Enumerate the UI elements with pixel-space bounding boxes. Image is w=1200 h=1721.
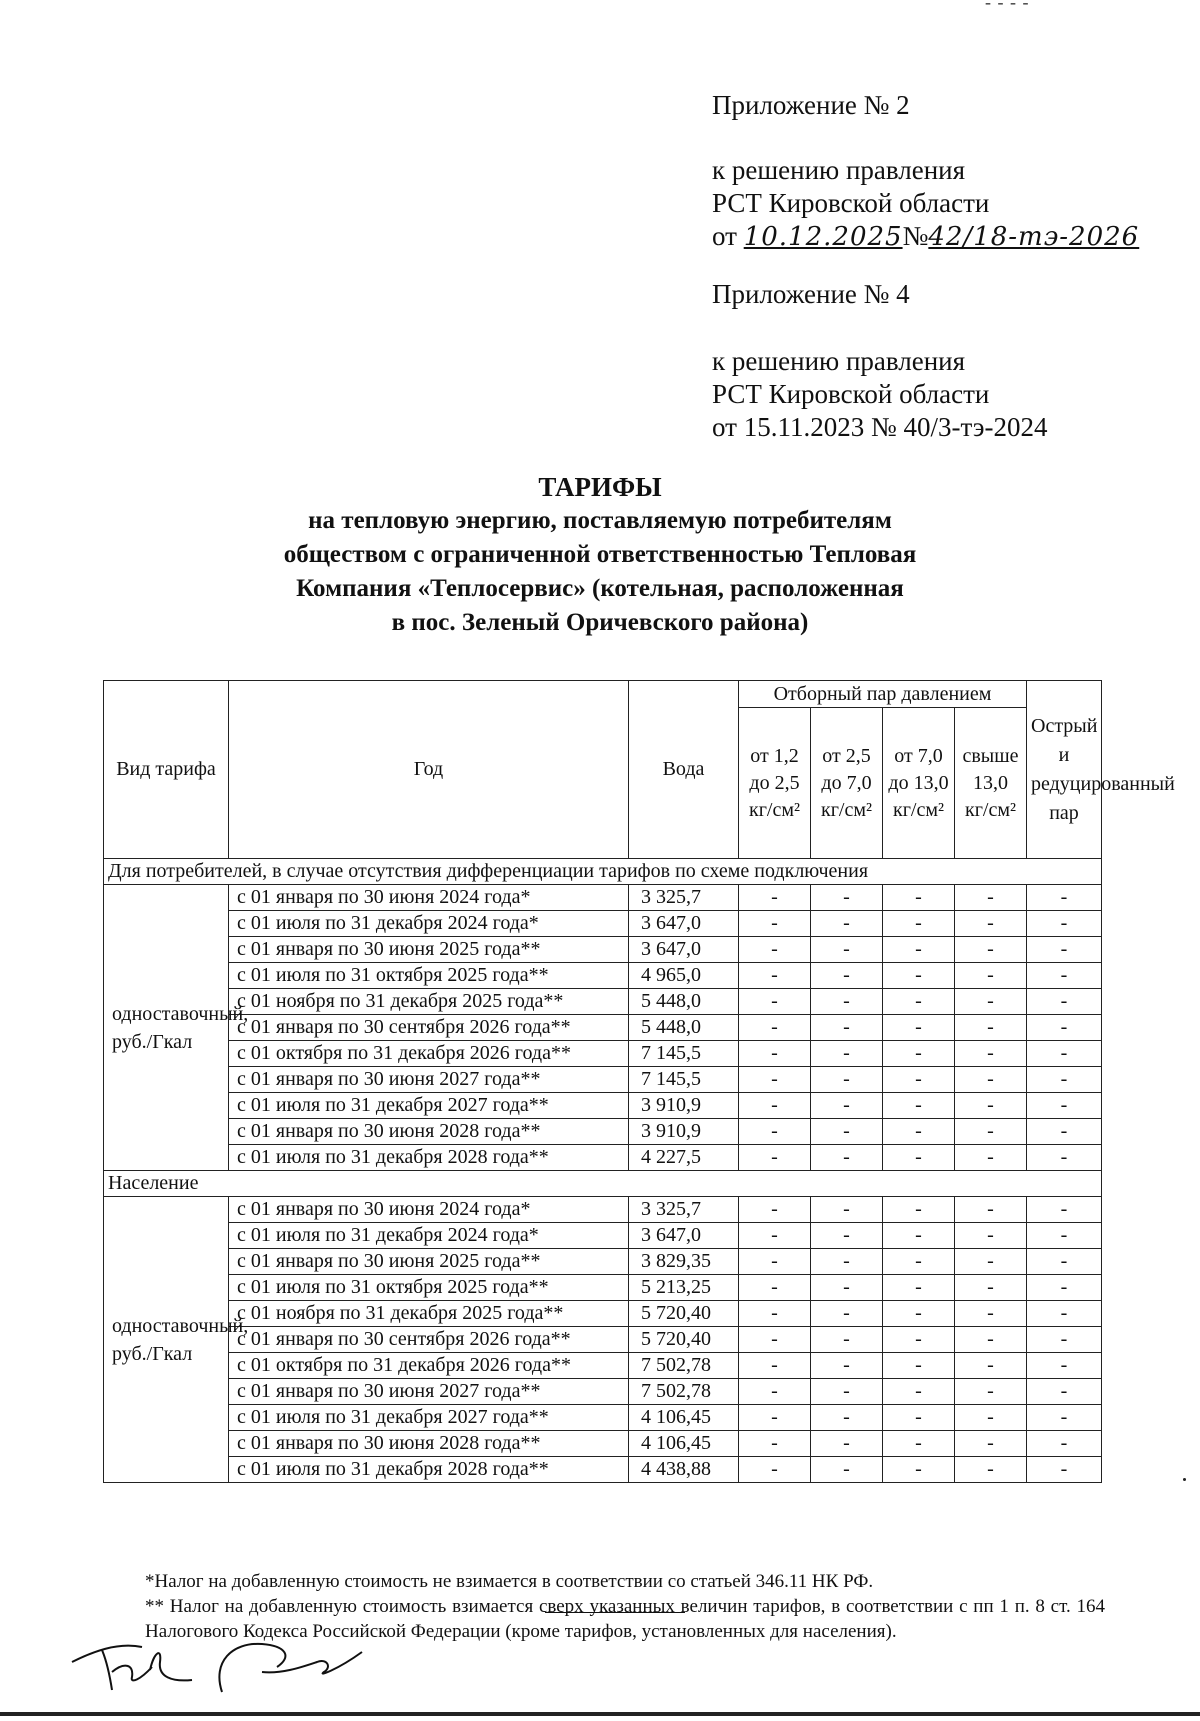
period-cell: с 01 января по 30 июня 2024 года*	[229, 885, 629, 911]
empty-value-dash: -	[1027, 937, 1102, 963]
empty-value-dash: -	[739, 1197, 811, 1223]
empty-value-dash: -	[739, 963, 811, 989]
table-row	[104, 1301, 1102, 1327]
empty-value-dash: -	[883, 1327, 955, 1353]
empty-value-dash: -	[811, 885, 883, 911]
empty-value-dash: -	[883, 1457, 955, 1483]
table-row	[104, 1353, 1102, 1379]
period-cell: с 01 января по 30 июня 2028 года**	[229, 1431, 629, 1457]
empty-value-dash: -	[739, 1379, 811, 1405]
empty-value-dash: -	[1027, 1249, 1102, 1275]
empty-value-dash: -	[955, 1327, 1027, 1353]
empty-value-dash: -	[955, 1431, 1027, 1457]
appendix-4-line-1: к решению правления	[712, 346, 966, 376]
empty-value-dash: -	[811, 1015, 883, 1041]
empty-value-dash: -	[811, 1093, 883, 1119]
empty-value-dash: -	[1027, 1301, 1102, 1327]
empty-value-dash: -	[883, 1145, 955, 1171]
water-value-cell: 3 910,9	[629, 1093, 739, 1119]
group-label: Для потребителей, в случае отсутствия дифференциации тарифов по схеме подключения	[104, 859, 1102, 885]
empty-value-dash: -	[955, 1119, 1027, 1145]
empty-value-dash: -	[883, 937, 955, 963]
footnote-1: *Налог на добавленную стоимость не взимается в соответствии со статьей 346.11 НК РФ.	[145, 1571, 874, 1592]
empty-value-dash: -	[1027, 1119, 1102, 1145]
signature-line	[545, 1612, 685, 1613]
empty-value-dash: -	[739, 1249, 811, 1275]
period-cell: с 01 июля по 31 октября 2025 года**	[229, 963, 629, 989]
header-kind: Вид тарифа	[104, 681, 229, 859]
empty-value-dash: -	[739, 1301, 811, 1327]
appendix-4-line-3: от 15.11.2023 № 40/3-тэ-2024	[712, 412, 1048, 442]
empty-value-dash: -	[955, 911, 1027, 937]
empty-value-dash: -	[1027, 1405, 1102, 1431]
handwritten-date: 10.12.2025	[743, 222, 903, 252]
water-value-cell: 7 502,78	[629, 1353, 739, 1379]
water-value-cell: 5 720,40	[629, 1301, 739, 1327]
empty-value-dash: -	[811, 963, 883, 989]
title-line-3: Компания «Теплосервис» (котельная, расположенная	[296, 575, 904, 602]
empty-value-dash: -	[811, 1353, 883, 1379]
water-value-cell: 4 227,5	[629, 1145, 739, 1171]
empty-value-dash: -	[955, 1145, 1027, 1171]
empty-value-dash: -	[1027, 1197, 1102, 1223]
appendix-2-line-1: к решению правления	[712, 155, 966, 185]
period-cell: с 01 ноября по 31 декабря 2025 года**	[229, 1301, 629, 1327]
empty-value-dash: -	[955, 937, 1027, 963]
period-cell: с 01 июля по 31 декабря 2027 года**	[229, 1405, 629, 1431]
water-value-cell: 7 145,5	[629, 1067, 739, 1093]
tariff-table-body	[104, 859, 1102, 1483]
empty-value-dash: -	[739, 911, 811, 937]
empty-value-dash: -	[739, 1275, 811, 1301]
empty-value-dash: -	[811, 1197, 883, 1223]
period-cell: с 01 января по 30 июня 2027 года**	[229, 1067, 629, 1093]
table-row	[104, 1327, 1102, 1353]
empty-value-dash: -	[1027, 1223, 1102, 1249]
empty-value-dash: -	[955, 885, 1027, 911]
empty-value-dash: -	[1027, 1041, 1102, 1067]
empty-value-dash: -	[739, 989, 811, 1015]
empty-value-dash: -	[883, 1197, 955, 1223]
empty-value-dash: -	[883, 1041, 955, 1067]
header-steam-group: Отборный пар давлением	[739, 681, 1027, 708]
empty-value-dash: -	[811, 911, 883, 937]
table-row	[104, 1197, 1102, 1223]
empty-value-dash: -	[955, 1457, 1027, 1483]
empty-value-dash: -	[883, 1067, 955, 1093]
appendix-4-title: Приложение № 4	[712, 279, 910, 309]
water-value-cell: 4 965,0	[629, 963, 739, 989]
empty-value-dash: -	[1027, 963, 1102, 989]
table-row	[104, 1431, 1102, 1457]
period-cell: с 01 октября по 31 декабря 2026 года**	[229, 1041, 629, 1067]
water-value-cell: 7 502,78	[629, 1379, 739, 1405]
empty-value-dash: -	[739, 1119, 811, 1145]
empty-value-dash: -	[955, 1275, 1027, 1301]
empty-value-dash: -	[739, 1431, 811, 1457]
water-value-cell: 7 145,5	[629, 1041, 739, 1067]
empty-value-dash: -	[883, 1353, 955, 1379]
table-row	[104, 963, 1102, 989]
empty-value-dash: -	[811, 1301, 883, 1327]
table-row	[104, 989, 1102, 1015]
empty-value-dash: -	[1027, 1275, 1102, 1301]
empty-value-dash: -	[811, 1431, 883, 1457]
empty-value-dash: -	[955, 1405, 1027, 1431]
title-main: ТАРИФЫ	[538, 472, 662, 502]
empty-value-dash: -	[883, 1119, 955, 1145]
table-row	[104, 885, 1102, 911]
empty-value-dash: -	[1027, 1145, 1102, 1171]
period-cell: с 01 января по 30 июня 2025 года**	[229, 937, 629, 963]
empty-value-dash: -	[811, 1457, 883, 1483]
empty-value-dash: -	[955, 1223, 1027, 1249]
bottom-scan-edge	[0, 1712, 1200, 1716]
period-cell: с 01 января по 30 сентября 2026 года**	[229, 1327, 629, 1353]
empty-value-dash: -	[739, 1353, 811, 1379]
top-corner-mark: - - - -	[985, 0, 1030, 12]
header-steam-3: от 7,0 до 13,0 кг/см²	[883, 708, 955, 859]
empty-value-dash: -	[955, 1067, 1027, 1093]
period-cell: с 01 июля по 31 декабря 2028 года**	[229, 1145, 629, 1171]
table-row	[104, 1093, 1102, 1119]
period-cell: с 01 января по 30 июня 2024 года*	[229, 1197, 629, 1223]
empty-value-dash: -	[739, 937, 811, 963]
water-value-cell: 5 448,0	[629, 1015, 739, 1041]
table-row	[104, 1379, 1102, 1405]
empty-value-dash: -	[883, 911, 955, 937]
water-value-cell: 3 647,0	[629, 1223, 739, 1249]
empty-value-dash: -	[811, 1041, 883, 1067]
empty-value-dash: -	[883, 1301, 955, 1327]
water-value-cell: 5 213,25	[629, 1275, 739, 1301]
empty-value-dash: -	[955, 1093, 1027, 1119]
water-value-cell: 3 910,9	[629, 1119, 739, 1145]
empty-value-dash: -	[1027, 989, 1102, 1015]
empty-value-dash: -	[739, 1015, 811, 1041]
table-row	[104, 1041, 1102, 1067]
header-sharp-steam: Острый и редуцированный пар	[1027, 681, 1102, 859]
empty-value-dash: -	[739, 1405, 811, 1431]
period-cell: с 01 июля по 31 декабря 2028 года**	[229, 1457, 629, 1483]
scan-speck	[1183, 1478, 1186, 1481]
empty-value-dash: -	[883, 1379, 955, 1405]
water-value-cell: 3 829,35	[629, 1249, 739, 1275]
document-title	[100, 470, 1100, 640]
empty-value-dash: -	[1027, 911, 1102, 937]
empty-value-dash: -	[883, 1223, 955, 1249]
empty-value-dash: -	[955, 963, 1027, 989]
group-header-row	[104, 859, 1102, 885]
empty-value-dash: -	[811, 1327, 883, 1353]
empty-value-dash: -	[1027, 1431, 1102, 1457]
empty-value-dash: -	[1027, 1353, 1102, 1379]
empty-value-dash: -	[955, 1249, 1027, 1275]
empty-value-dash: -	[955, 1197, 1027, 1223]
appendix-2-line-3: от 10.12.2025№42/18-тэ-2026	[712, 221, 1140, 252]
water-value-cell: 3 325,7	[629, 885, 739, 911]
empty-value-dash: -	[811, 1405, 883, 1431]
empty-value-dash: -	[739, 1223, 811, 1249]
handwritten-signature	[62, 1622, 392, 1702]
empty-value-dash: -	[739, 1145, 811, 1171]
water-value-cell: 4 106,45	[629, 1405, 739, 1431]
period-cell: с 01 июля по 31 октября 2025 года**	[229, 1275, 629, 1301]
title-line-1: на тепловую энергию, поставляемую потребителям	[308, 507, 892, 534]
empty-value-dash: -	[883, 963, 955, 989]
water-value-cell: 4 106,45	[629, 1431, 739, 1457]
empty-value-dash: -	[955, 1301, 1027, 1327]
tariff-table	[103, 680, 1175, 1483]
footnote-2: ** Налог на добавленную стоимость взимается сверх указанных величин тарифов, в соответствии с пп 1 п. 8 ст. 164 Налогового Кодекса Российской Федерации (кроме тарифов, установленных для населения).	[145, 1596, 1105, 1642]
group-header-row	[104, 1171, 1102, 1197]
water-value-cell: 5 720,40	[629, 1327, 739, 1353]
tariff-kind: одноставочный, руб./Гкал	[104, 1197, 229, 1483]
header-steam-4: свыше 13,0 кг/см²	[955, 708, 1027, 859]
appendix-2-line-2: РСТ Кировской области	[712, 188, 990, 218]
empty-value-dash: -	[883, 1275, 955, 1301]
period-cell: с 01 января по 30 июня 2025 года**	[229, 1249, 629, 1275]
empty-value-dash: -	[883, 1405, 955, 1431]
empty-value-dash: -	[1027, 1379, 1102, 1405]
water-value-cell: 4 438,88	[629, 1457, 739, 1483]
appendix-2-title: Приложение № 2	[712, 90, 910, 120]
empty-value-dash: -	[1027, 1457, 1102, 1483]
empty-value-dash: -	[1027, 1067, 1102, 1093]
empty-value-dash: -	[811, 1223, 883, 1249]
empty-value-dash: -	[1027, 1015, 1102, 1041]
empty-value-dash: -	[811, 1145, 883, 1171]
water-value-cell: 3 647,0	[629, 937, 739, 963]
header-year: Год	[229, 681, 629, 859]
table-row	[104, 1015, 1102, 1041]
empty-value-dash: -	[811, 989, 883, 1015]
period-cell: с 01 июля по 31 декабря 2024 года*	[229, 911, 629, 937]
table-row	[104, 1119, 1102, 1145]
table-row	[104, 911, 1102, 937]
period-cell: с 01 июля по 31 декабря 2024 года*	[229, 1223, 629, 1249]
handwritten-number: 42/18-тэ-2026	[928, 222, 1140, 252]
empty-value-dash: -	[739, 1041, 811, 1067]
empty-value-dash: -	[811, 1249, 883, 1275]
appendix-4-line-2: РСТ Кировской области	[712, 379, 990, 409]
period-cell: с 01 января по 30 июня 2027 года**	[229, 1379, 629, 1405]
empty-value-dash: -	[955, 1015, 1027, 1041]
table-row	[104, 1457, 1102, 1483]
title-line-4: в пос. Зеленый Оричевского района)	[391, 609, 809, 636]
period-cell: с 01 января по 30 июня 2028 года**	[229, 1119, 629, 1145]
table-row	[104, 1067, 1102, 1093]
table-row	[104, 1275, 1102, 1301]
empty-value-dash: -	[739, 1327, 811, 1353]
appendix-4-reference	[712, 345, 1048, 444]
empty-value-dash: -	[883, 1249, 955, 1275]
period-cell: с 01 января по 30 сентября 2026 года**	[229, 1015, 629, 1041]
period-cell: с 01 ноября по 31 декабря 2025 года**	[229, 989, 629, 1015]
table-row	[104, 1145, 1102, 1171]
empty-value-dash: -	[883, 1015, 955, 1041]
table-row	[104, 1405, 1102, 1431]
empty-value-dash: -	[883, 1093, 955, 1119]
empty-value-dash: -	[1027, 885, 1102, 911]
empty-value-dash: -	[1027, 1093, 1102, 1119]
table-row	[104, 1223, 1102, 1249]
empty-value-dash: -	[811, 1119, 883, 1145]
appendix-2-reference	[712, 154, 1139, 254]
water-value-cell: 3 325,7	[629, 1197, 739, 1223]
empty-value-dash: -	[739, 885, 811, 911]
empty-value-dash: -	[955, 989, 1027, 1015]
empty-value-dash: -	[811, 1067, 883, 1093]
empty-value-dash: -	[955, 1041, 1027, 1067]
empty-value-dash: -	[739, 1093, 811, 1119]
empty-value-dash: -	[1027, 1327, 1102, 1353]
water-value-cell: 5 448,0	[629, 989, 739, 1015]
empty-value-dash: -	[883, 885, 955, 911]
tariff-kind: одноставочный, руб./Гкал	[104, 885, 229, 1171]
period-cell: с 01 июля по 31 декабря 2027 года**	[229, 1093, 629, 1119]
empty-value-dash: -	[883, 1431, 955, 1457]
table-row	[104, 1249, 1102, 1275]
water-value-cell: 3 647,0	[629, 911, 739, 937]
empty-value-dash: -	[811, 1379, 883, 1405]
empty-value-dash: -	[739, 1067, 811, 1093]
empty-value-dash: -	[955, 1353, 1027, 1379]
title-line-2: обществом с ограниченной ответственностью Тепловая	[283, 541, 917, 568]
table-row	[104, 937, 1102, 963]
empty-value-dash: -	[883, 989, 955, 1015]
period-cell: с 01 октября по 31 декабря 2026 года**	[229, 1353, 629, 1379]
header-steam-2: от 2,5 до 7,0 кг/см²	[811, 708, 883, 859]
header-water: Вода	[629, 681, 739, 859]
group-label: Население	[104, 1171, 1102, 1197]
empty-value-dash: -	[811, 937, 883, 963]
header-steam-1: от 1,2 до 2,5 кг/см²	[739, 708, 811, 859]
empty-value-dash: -	[811, 1275, 883, 1301]
empty-value-dash: -	[955, 1379, 1027, 1405]
empty-value-dash: -	[739, 1457, 811, 1483]
